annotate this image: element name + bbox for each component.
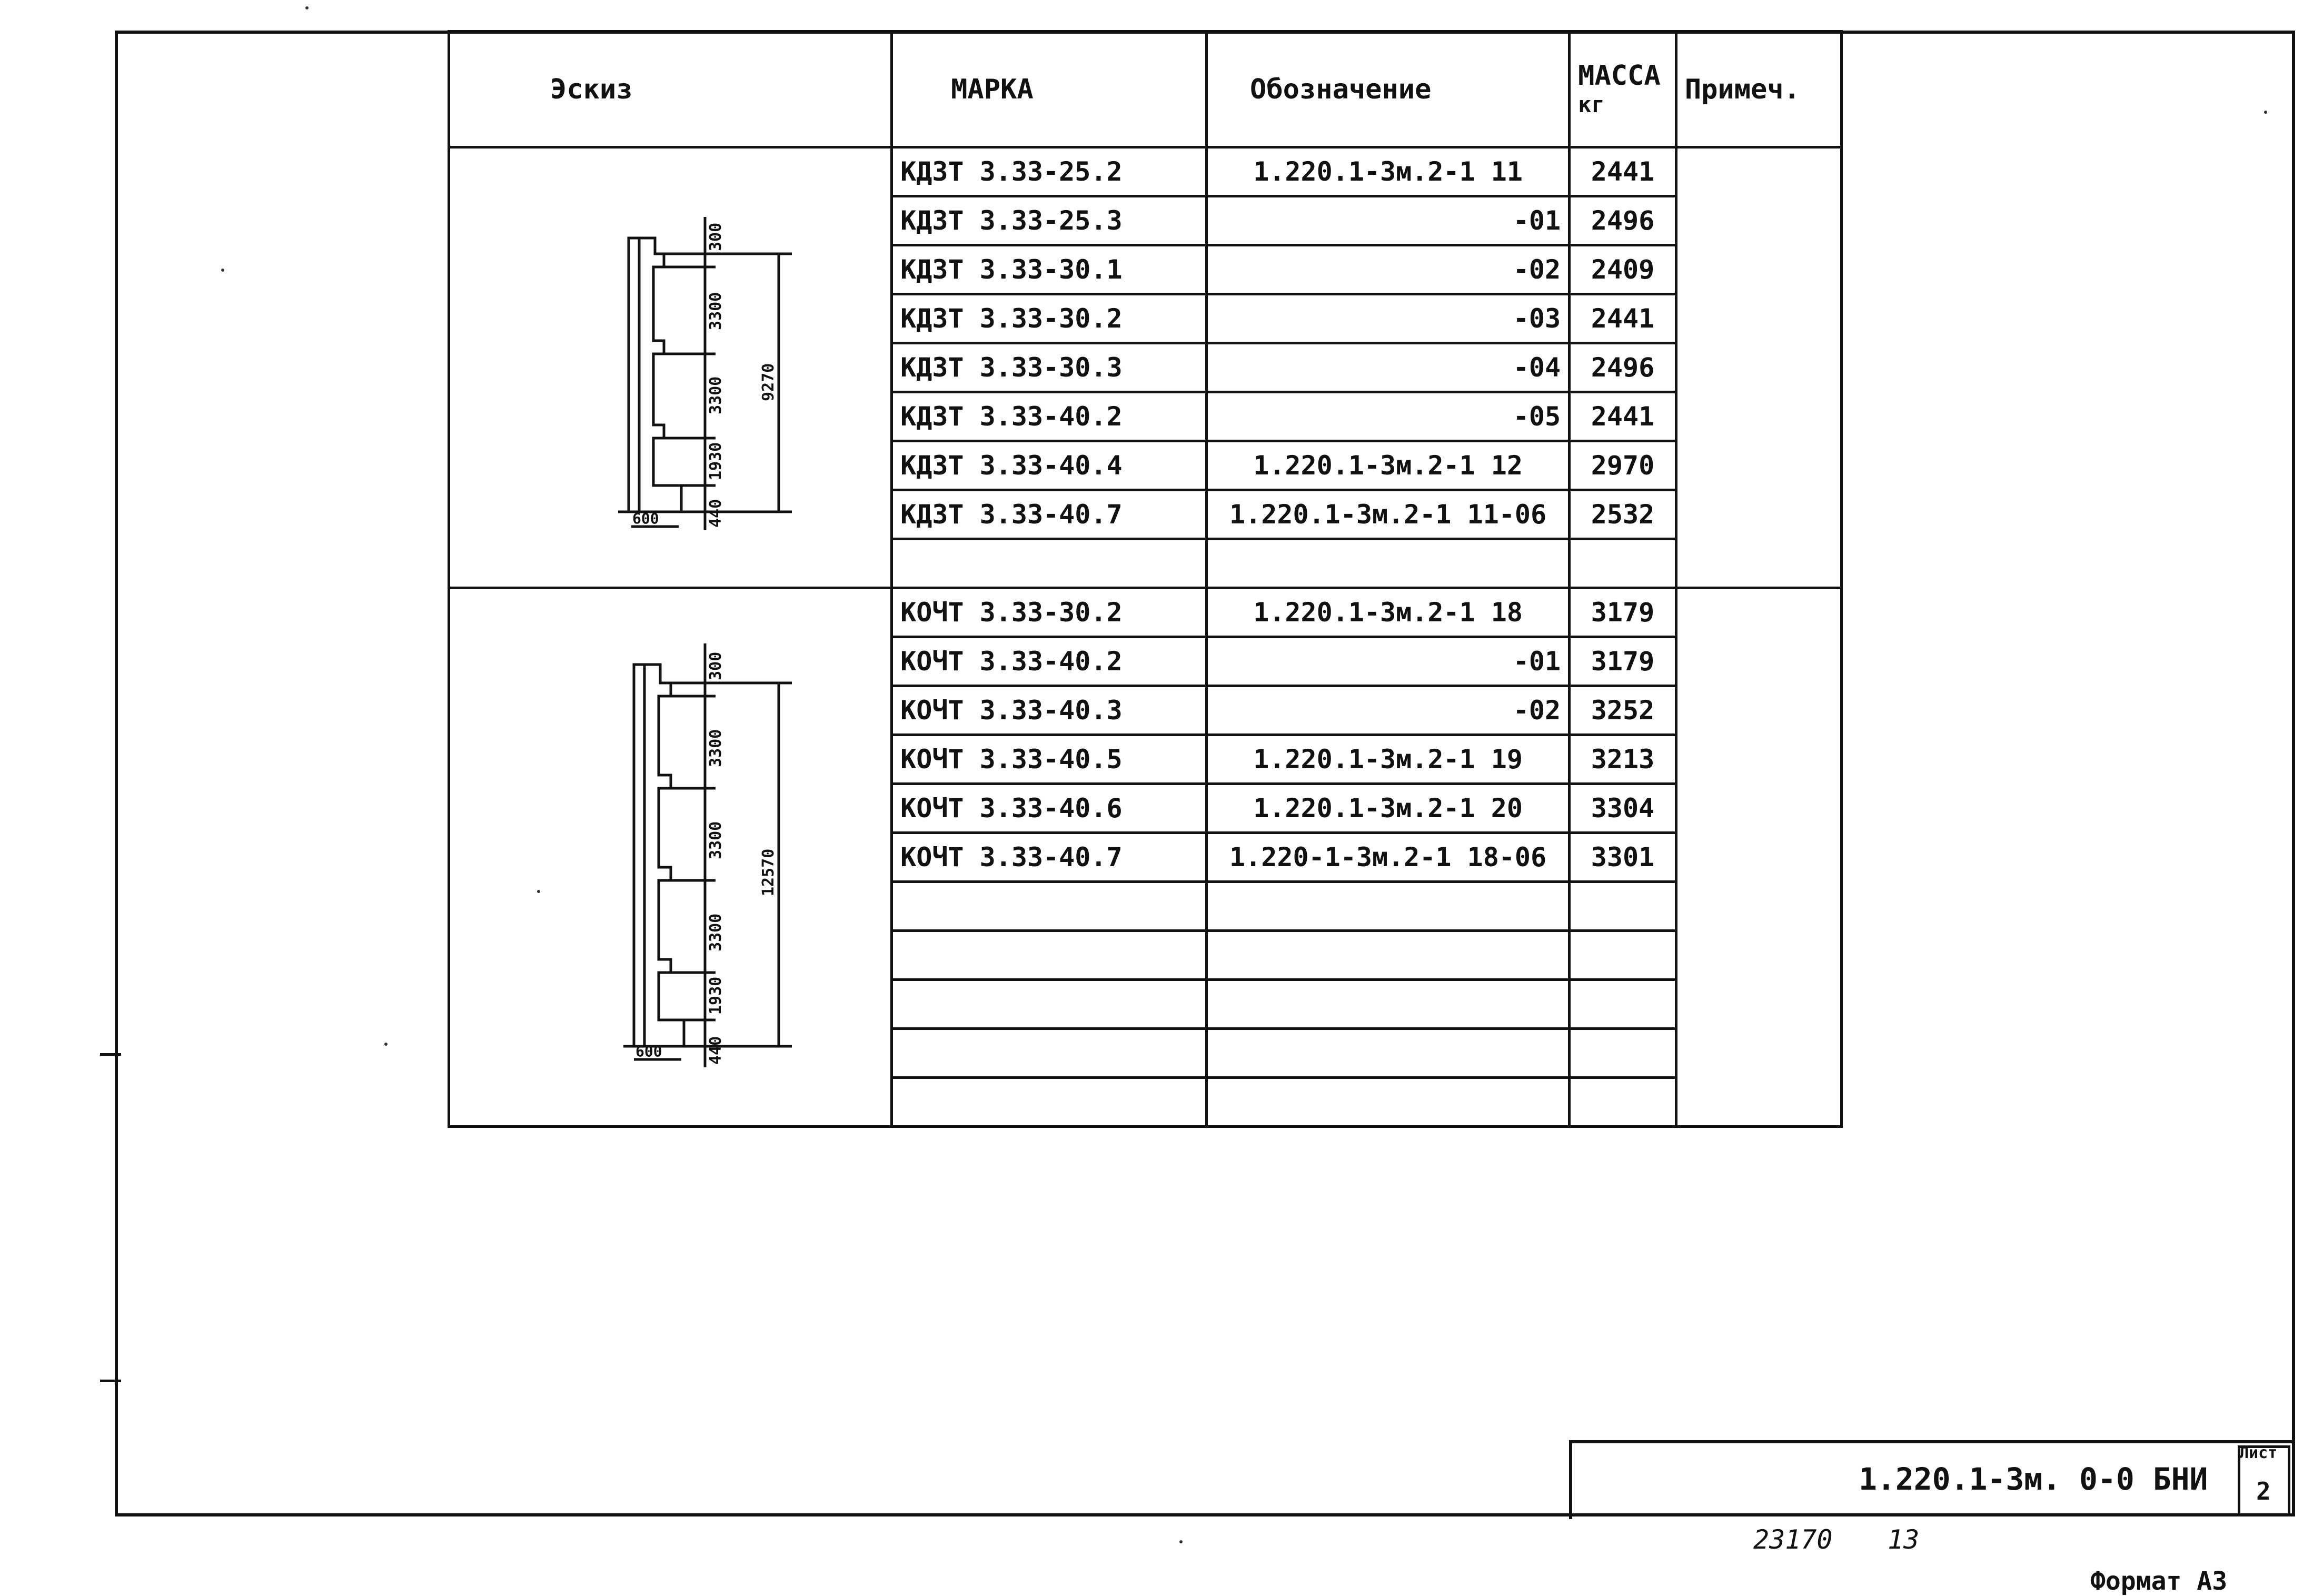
scan-speck xyxy=(537,890,540,893)
scan-speck xyxy=(2264,111,2267,114)
note-cell xyxy=(1676,147,1841,588)
dim-label: 3300 xyxy=(707,821,725,859)
header-mass xyxy=(1570,32,1676,147)
mass-cell: 2441 xyxy=(1570,294,1676,343)
empty-cell xyxy=(892,882,1207,931)
mark-cell: КДЗТ 3.33-40.7 xyxy=(892,490,1207,539)
mark-cell: КОЧТ 3.33-40.5 xyxy=(892,735,1207,784)
sheet-label: Лист xyxy=(2239,1444,2278,1462)
inventory-number: 23170 xyxy=(1753,1524,1833,1555)
empty-cell xyxy=(892,539,1207,588)
table-row xyxy=(449,147,1842,196)
empty-cell xyxy=(892,980,1207,1029)
header-row xyxy=(449,32,1842,147)
table-row xyxy=(449,588,1842,637)
mass-cell: 3304 xyxy=(1570,784,1676,833)
mark-cell: КДЗТ 3.33-40.4 xyxy=(892,441,1207,490)
dim-label: 3300 xyxy=(707,913,725,951)
specification-table xyxy=(448,30,1843,1128)
mark-cell: КДЗТ 3.33-30.3 xyxy=(892,343,1207,392)
column-sketch-1 xyxy=(458,148,892,580)
empty-cell xyxy=(1207,539,1570,588)
dim-label: 3300 xyxy=(707,376,725,414)
dim-label: 440 xyxy=(707,499,725,528)
mark-cell: КОЧТ 3.33-30.2 xyxy=(892,588,1207,637)
empty-cell xyxy=(1207,980,1570,1029)
dim-label: 3300 xyxy=(707,729,725,767)
mark-cell: КДЗТ 3.33-30.1 xyxy=(892,245,1207,294)
empty-cell xyxy=(1570,539,1676,588)
mark-cell: КДЗТ 3.33-25.2 xyxy=(892,147,1207,196)
designation-cell: -01 xyxy=(1207,637,1570,686)
mark-cell: КОЧТ 3.33-40.3 xyxy=(892,686,1207,735)
designation-cell: 1.220.1-3м.2-1 11-06 xyxy=(1207,490,1570,539)
mark-cell: КОЧТ 3.33-40.2 xyxy=(892,637,1207,686)
dim-label: 1930 xyxy=(707,976,725,1015)
mass-cell: 3179 xyxy=(1570,637,1676,686)
mass-cell: 2409 xyxy=(1570,245,1676,294)
mass-cell: 2970 xyxy=(1570,441,1676,490)
dim-label: 3300 xyxy=(707,292,725,330)
note-cell xyxy=(1676,588,1841,1127)
mass-cell: 3179 xyxy=(1570,588,1676,637)
document-code: 1.220.1-3м. 0-0 БНИ xyxy=(1859,1461,2208,1497)
base-dim-label: 600 xyxy=(636,1043,662,1060)
mark-cell: КДЗТ 3.33-30.2 xyxy=(892,294,1207,343)
mark-cell: КДЗТ 3.33-25.3 xyxy=(892,196,1207,245)
header-mass-label: МАССА xyxy=(1578,60,1661,92)
scan-speck xyxy=(384,1043,388,1046)
column-sketch-2 xyxy=(458,591,892,1117)
frame-right-edge xyxy=(2292,31,2295,1516)
mass-cell: 2496 xyxy=(1570,196,1676,245)
designation-cell: 1.220.1-3м.2-1 11 xyxy=(1207,147,1570,196)
header-mark: МАРКА xyxy=(892,32,1207,147)
empty-cell xyxy=(1570,1029,1676,1078)
header-mass-unit: кг xyxy=(1578,92,1605,118)
header-designation: Обозначение xyxy=(1207,32,1570,147)
dim-label: 300 xyxy=(707,651,725,680)
designation-cell: -03 xyxy=(1207,294,1570,343)
mass-cell: 2532 xyxy=(1570,490,1676,539)
mass-cell: 3301 xyxy=(1570,833,1676,882)
dim-label: 1930 xyxy=(707,442,725,480)
dim-label: 440 xyxy=(707,1036,725,1065)
dim-label: 300 xyxy=(707,222,725,251)
empty-cell xyxy=(1570,882,1676,931)
empty-cell xyxy=(892,931,1207,980)
empty-cell xyxy=(1570,980,1676,1029)
empty-cell xyxy=(892,1078,1207,1127)
designation-cell: 1.220.1-3м.2-1 18 xyxy=(1207,588,1570,637)
total-dim-label: 9270 xyxy=(759,363,778,401)
mark-cell: КДЗТ 3.33-40.2 xyxy=(892,392,1207,441)
header-sketch: Эскиз xyxy=(449,32,892,147)
mass-cell: 3213 xyxy=(1570,735,1676,784)
designation-cell: -02 xyxy=(1207,245,1570,294)
base-dim-label: 600 xyxy=(632,510,659,527)
mark-cell: КОЧТ 3.33-40.7 xyxy=(892,833,1207,882)
mass-cell: 2441 xyxy=(1570,147,1676,196)
sheet-number: 2 xyxy=(2256,1477,2271,1505)
header-note: Примеч. xyxy=(1676,32,1841,147)
sketch-cell-2 xyxy=(449,588,892,1127)
column-outline xyxy=(634,665,684,1046)
sketch-cell-1 xyxy=(449,147,892,588)
designation-cell: -01 xyxy=(1207,196,1570,245)
designation-cell: -04 xyxy=(1207,343,1570,392)
designation-cell: 1.220.1-3м.2-1 12 xyxy=(1207,441,1570,490)
scan-speck xyxy=(1179,1540,1183,1543)
format-label: Формат А3 xyxy=(2090,1567,2228,1596)
mass-cell: 2496 xyxy=(1570,343,1676,392)
mark-cell: КОЧТ 3.33-40.6 xyxy=(892,784,1207,833)
frame-tick xyxy=(100,1380,121,1382)
empty-cell xyxy=(1570,1078,1676,1127)
designation-cell: 1.220.1-3м.2-1 20 xyxy=(1207,784,1570,833)
empty-cell xyxy=(1207,931,1570,980)
empty-cell xyxy=(1207,882,1570,931)
total-dim-label: 12570 xyxy=(759,848,778,896)
empty-cell xyxy=(1570,931,1676,980)
designation-cell: -05 xyxy=(1207,392,1570,441)
empty-cell xyxy=(1207,1078,1570,1127)
designation-cell: 1.220.1-3м.2-1 19 xyxy=(1207,735,1570,784)
designation-cell: -02 xyxy=(1207,686,1570,735)
mass-cell: 3252 xyxy=(1570,686,1676,735)
inventory-suffix: 13 xyxy=(1888,1524,1920,1555)
scan-speck xyxy=(305,6,309,9)
empty-cell xyxy=(1207,1029,1570,1078)
mass-cell: 2441 xyxy=(1570,392,1676,441)
designation-cell: 1.220-1-3м.2-1 18-06 xyxy=(1207,833,1570,882)
frame-tick xyxy=(100,1053,121,1056)
empty-cell xyxy=(892,1029,1207,1078)
column-outline xyxy=(629,238,681,512)
scan-speck xyxy=(221,269,224,272)
